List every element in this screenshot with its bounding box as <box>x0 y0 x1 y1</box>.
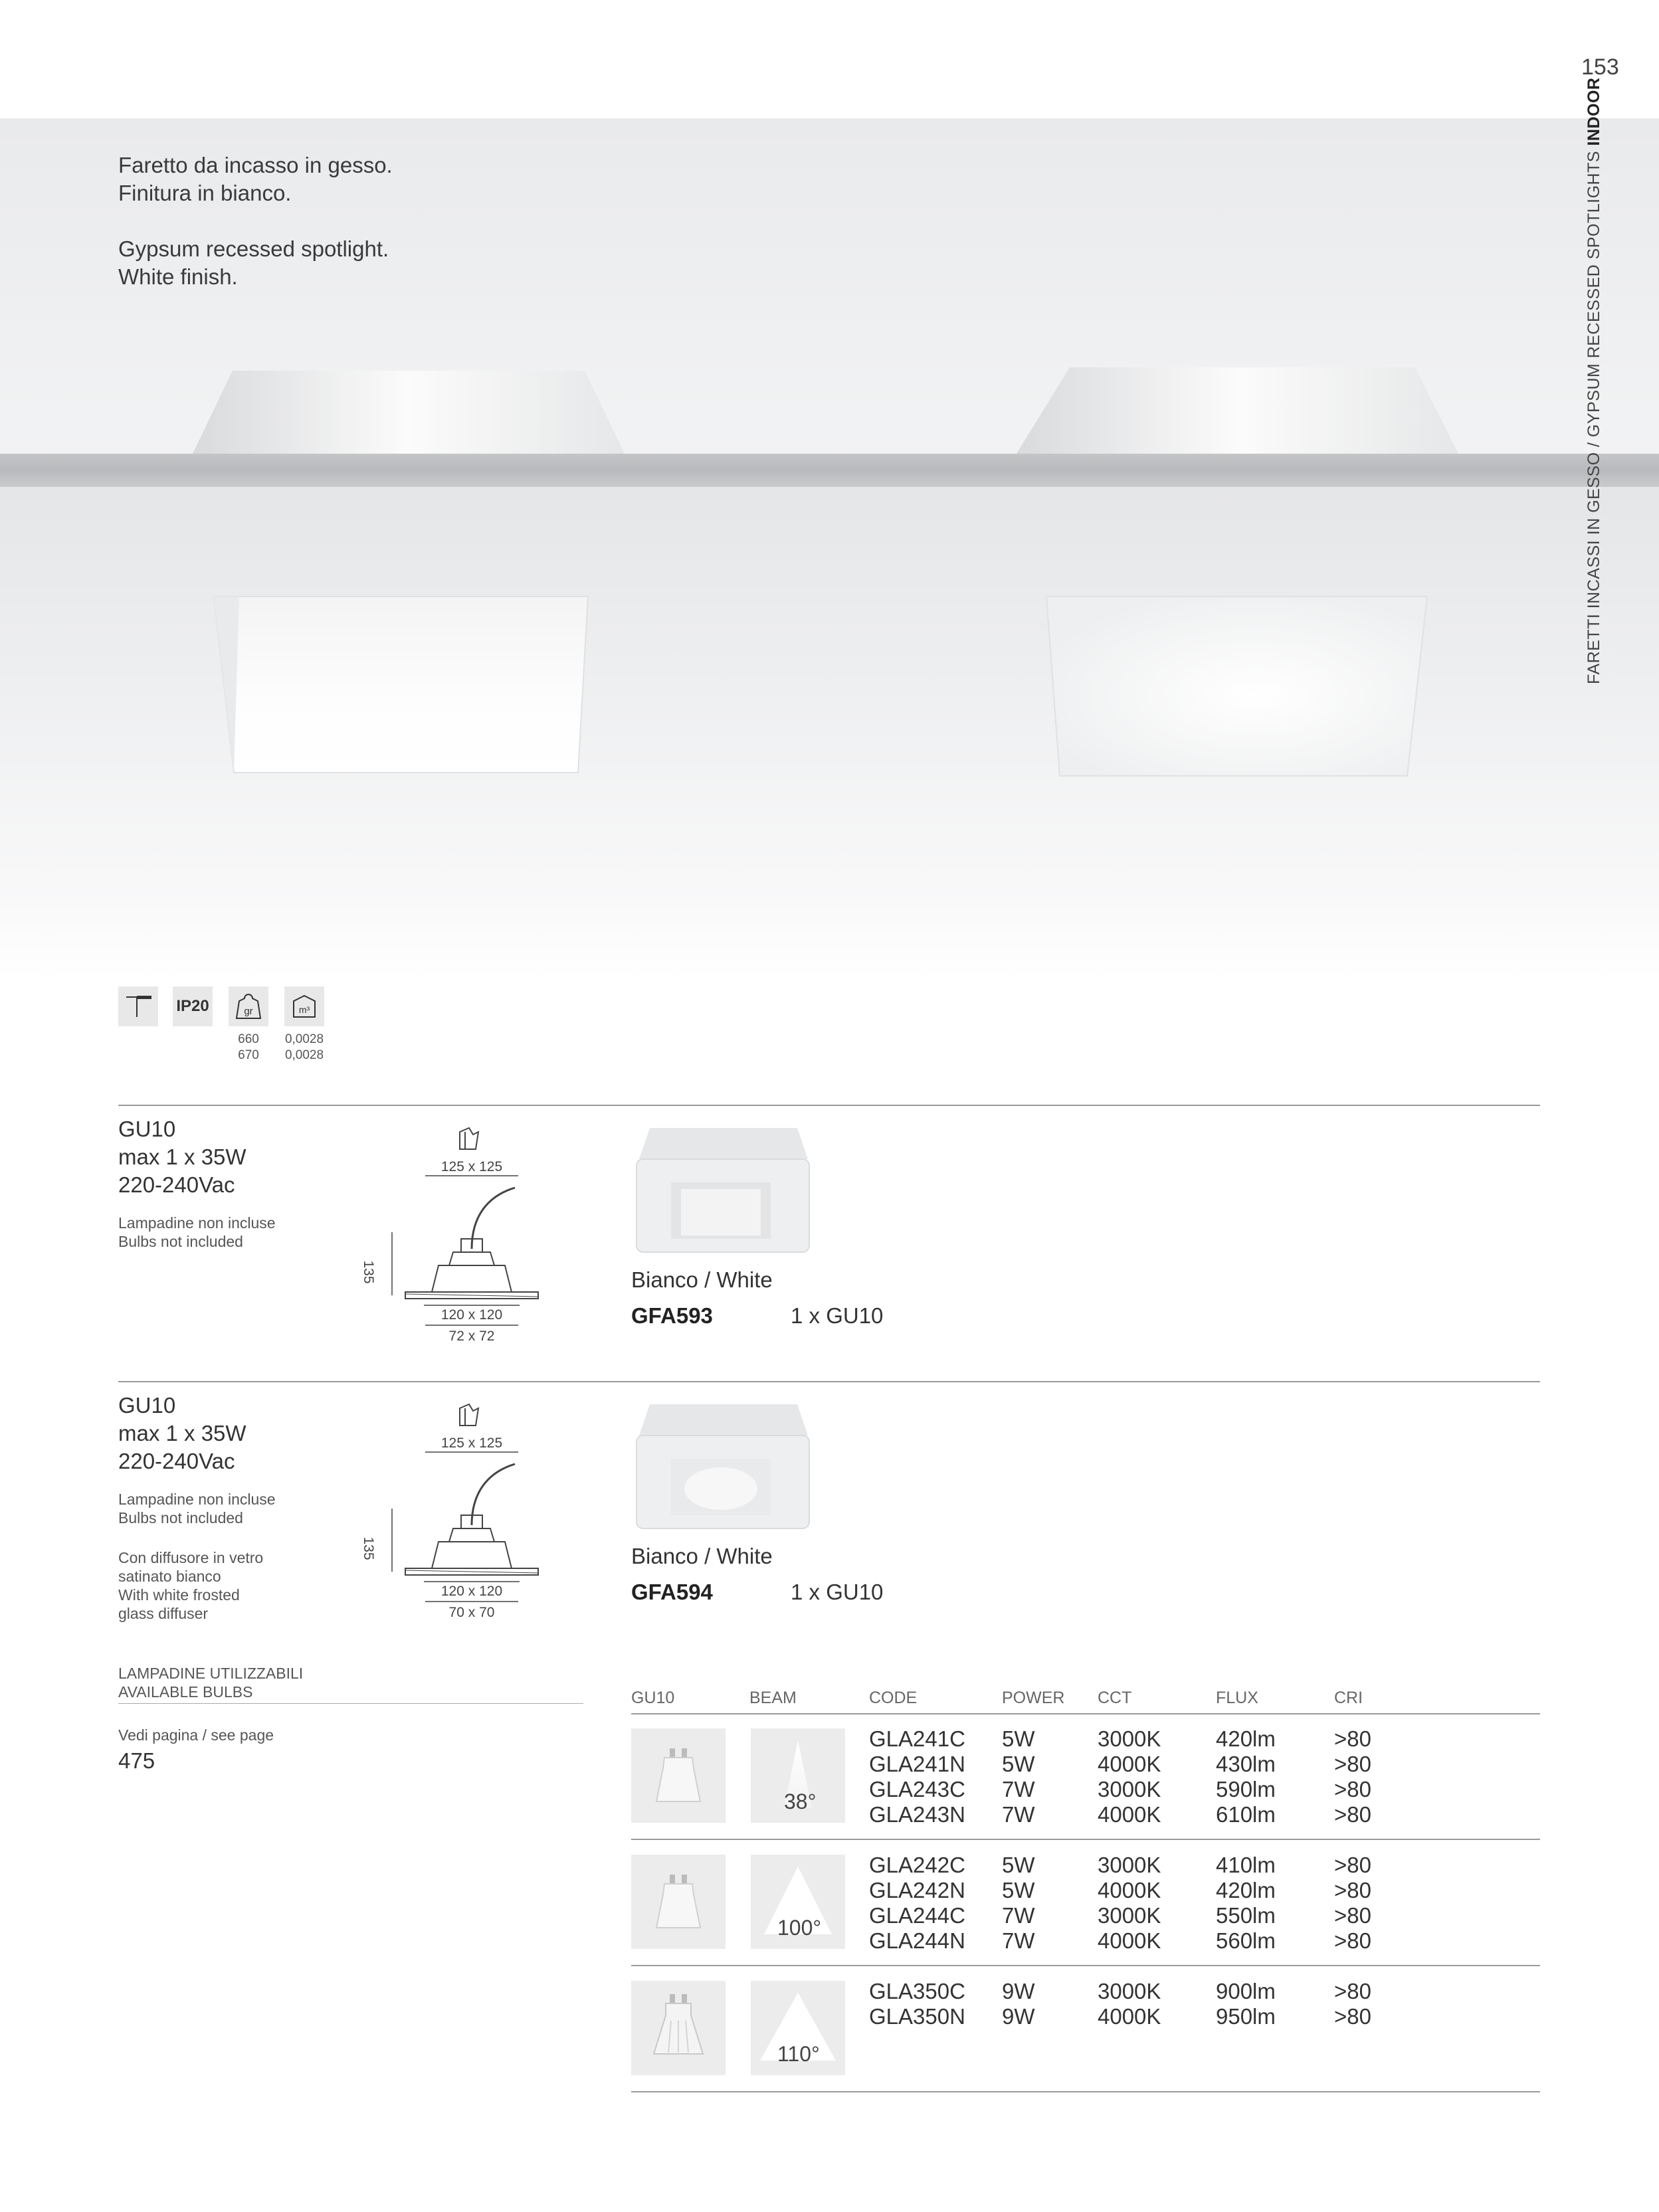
section-divider <box>118 1105 1540 1106</box>
bulb-group-1-power: 5W 5W 7W 7W <box>1002 1726 1035 1827</box>
header-flux: FLUX <box>1216 1689 1258 1707</box>
bulb-group-1-flux: 420lm 430lm 590lm 610lm <box>1216 1726 1276 1827</box>
product-2-photo <box>631 1399 814 1535</box>
svg-text:m³: m³ <box>298 1004 310 1015</box>
recessed-mount-icon <box>118 986 158 1026</box>
table-row-code: GLA243N <box>869 1802 965 1827</box>
ip-rating-badge: IP20 <box>173 986 213 1026</box>
table-bottom-divider <box>631 2091 1540 2092</box>
see-page-number: 475 <box>118 1748 155 1773</box>
product-1-code: GFA593 <box>631 1303 713 1328</box>
header-cct: CCT <box>1098 1689 1132 1707</box>
product-2-code: GFA594 <box>631 1580 713 1604</box>
bulb-group-3-flux: 900lm 950lm <box>1216 1979 1276 2029</box>
header-beam: BEAM <box>749 1689 797 1707</box>
product-1-notes: Lampadine non incluse Bulbs not included <box>118 1214 276 1250</box>
table-row-code: GLA241C <box>869 1726 965 1751</box>
product-1-dim-top: 125 x 125 <box>440 1159 503 1174</box>
see-page-label: Vedi pagina / see page <box>118 1726 274 1744</box>
table-row-code: GLA244C <box>869 1903 965 1928</box>
bulb-group-1-cct: 3000K 4000K 3000K 4000K <box>1098 1726 1161 1827</box>
product-2-specs: GU10 max 1 x 35W 220-240Vac <box>118 1393 246 1473</box>
bulb-group-3-codes <box>869 1979 965 2029</box>
bulb-group-3-cri: >80 >80 <box>1334 1979 1371 2029</box>
table-group-divider <box>631 1839 1540 1840</box>
hero-description <box>118 151 393 319</box>
product-2-dim-height: 135 <box>361 1536 376 1560</box>
bulb-photo <box>631 1855 726 1949</box>
bulb-group-1-codes <box>869 1726 965 1827</box>
side-label-indoor: INDOOR <box>1585 77 1603 146</box>
bulb-group-2-cri: >80 >80 >80 >80 <box>1334 1853 1371 1953</box>
bulb-group-3-power: 9W 9W <box>1002 1979 1035 2029</box>
table-row-code: GLA241N <box>869 1752 965 1776</box>
bulb-group-2-codes <box>869 1853 965 1954</box>
header-gu10: GU10 <box>631 1689 675 1707</box>
product-1-lamp: 1 x GU10 <box>791 1303 884 1328</box>
product-2-dim-bottom: 120 x 120 <box>440 1584 503 1599</box>
product-1-dim-hole: 72 x 72 <box>448 1329 495 1344</box>
table-row-code: GLA350N <box>869 2004 965 2029</box>
product-1-specs: GU10 max 1 x 35W 220-240Vac <box>118 1117 246 1197</box>
header-power: POWER <box>1002 1689 1065 1707</box>
weight-icon <box>229 986 268 1026</box>
description-it-line-1: Faretto da incasso in gesso. <box>118 153 393 177</box>
table-row-code: GLA242N <box>869 1878 965 1902</box>
svg-text:gr: gr <box>244 1006 253 1017</box>
description-en-line-2: White finish. <box>118 264 238 289</box>
table-row-code: GLA244N <box>869 1928 965 1953</box>
page-number: 153 <box>1581 54 1619 80</box>
volume-values: 0,0028 0,0028 <box>284 1032 324 1062</box>
table-group-divider <box>631 1965 1540 1966</box>
product-2-dim-top: 125 x 125 <box>440 1435 503 1451</box>
product-2-lamp: 1 x GU10 <box>791 1580 884 1604</box>
header-code: CODE <box>869 1689 918 1707</box>
bulb-group-2-cct: 3000K 4000K 3000K 4000K <box>1098 1853 1161 1953</box>
product-1-photo <box>631 1123 814 1259</box>
bulb-group-1-cri: >80 >80 >80 >80 <box>1334 1726 1371 1827</box>
description-en-line-1: Gypsum recessed spotlight. <box>118 236 389 261</box>
product-1-dim-height: 135 <box>361 1260 376 1284</box>
product-1-dim-bottom: 120 x 120 <box>440 1307 503 1323</box>
product-2-notes: Lampadine non incluse Bulbs not included <box>118 1491 276 1526</box>
section-divider <box>118 1381 1540 1382</box>
bulb-group-2-power: 5W 5W 7W 7W <box>1002 1853 1035 1953</box>
beam-angle-38: 38° <box>784 1790 817 1813</box>
bulb-photo <box>631 1981 726 2075</box>
available-bulbs-heading: LAMPADINE UTILIZZABILI AVAILABLE BULBS <box>118 1665 304 1701</box>
product-2-variant: Bianco / White <box>631 1544 773 1568</box>
bulb-group-3-cct: 3000K 4000K <box>1098 1979 1161 2029</box>
beam-angle-110: 110° <box>777 2042 820 2066</box>
table-row-code: GLA243C <box>869 1777 965 1801</box>
product-2-dim-hole: 70 x 70 <box>448 1605 495 1620</box>
hero-image <box>0 118 1659 975</box>
bulb-group-2-flux: 410lm 420lm 550lm 560lm <box>1216 1853 1276 1953</box>
bulbs-left-divider <box>118 1703 583 1704</box>
description-it-line-2: Finitura in bianco. <box>118 181 292 205</box>
table-row-code: GLA242C <box>869 1853 965 1877</box>
bulb-photo <box>631 1728 726 1823</box>
header-cri: CRI <box>1334 1689 1363 1707</box>
product-2-diffuser-notes: Con diffusore in vetro satinato bianco With white frosted glass diffuser <box>118 1549 264 1622</box>
weight-values: 660 670 <box>238 1032 259 1062</box>
volume-icon <box>284 986 324 1026</box>
side-category-label: FARETTI INCASSI IN GESSO / GYPSUM RECESSED SPOTLIGHTS INDOOR <box>1585 77 1603 684</box>
beam-angle-100: 100° <box>777 1916 822 1940</box>
product-1-variant: Bianco / White <box>631 1267 773 1292</box>
table-header-divider <box>631 1713 1540 1714</box>
table-row-code: GLA350C <box>869 1979 965 2003</box>
